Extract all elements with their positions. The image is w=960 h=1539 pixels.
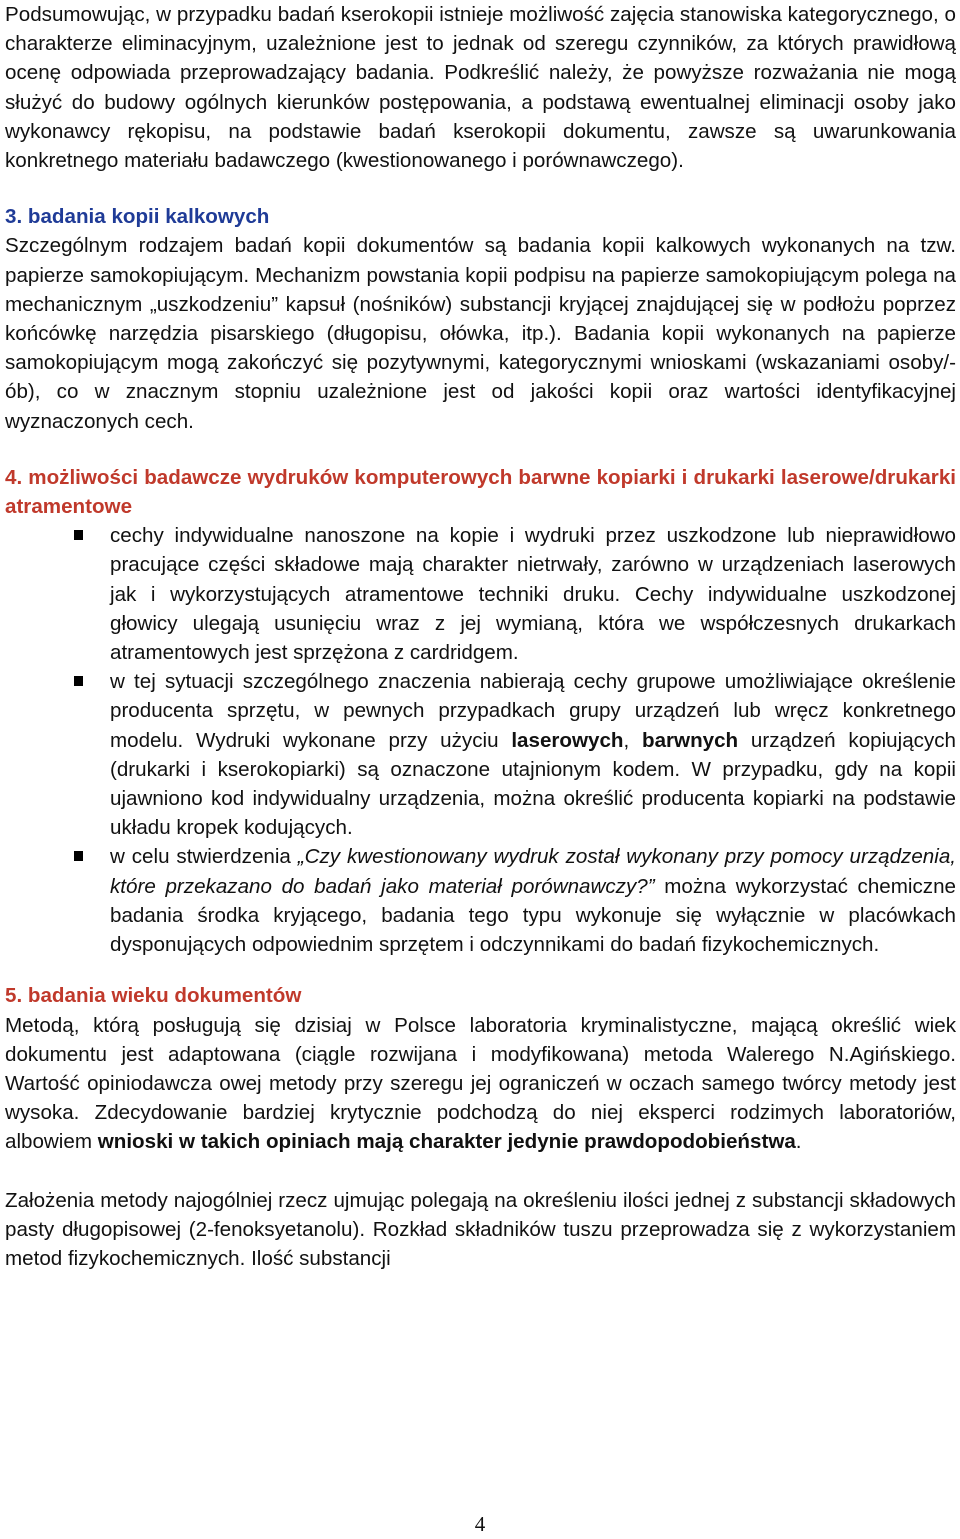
section-5-body — [5, 1011, 956, 1157]
section-5-heading: 5. badania wieku dokumentów — [5, 984, 302, 1008]
spacer — [5, 436, 956, 463]
bullet-2-text-a: w tej sytuacji szczególnego znaczenia nabierają cechy grupowe umożliwiające określenie producenta sprzętu, w pewnych przypadkach grupy urządzeń lub wręcz konkretnego modelu. Wydruki wykonane przy użyciu — [110, 670, 956, 752]
bullet-item-2 — [110, 667, 956, 842]
section-5-bold-conclusion: wnioski w takich opiniach mają charakter jedynie prawdopodobieństwa — [97, 1130, 796, 1154]
bullet-2-text-c: , — [623, 728, 642, 752]
bullet-3-text-a: w celu stwierdzenia — [110, 845, 298, 869]
bullet-3-italic-question: „Czy kwestionowany wydruk został wykonany przy pomocy urządzenia, które przekazano do badań jako materiał porównawczy?” — [110, 845, 956, 898]
bullet-1-text: cechy indywidualne nanoszone na kopie i wydruki przez uszkodzone lub nieprawidłowo pracujące części składowe mają charakter nietrwały, zarówno w urządzeniach laserowych jak i wykorzystujących atramentowe techniki druku. Cechy indywidualne uszkodzonej głowicy ulegają usunięciu wraz z jej wymianą, która we współczesnych drukarkach atramentowych jest sprzężona z cardridgem. — [110, 524, 956, 665]
section-3-body: Szczególnym rodzajem badań kopii dokumentów są badania kopii kalkowych wykonanych na tzw. papierze samokopiującym. Mechanizm powstania kopii podpisu na papierze samokopiującym polega na mechanicznym „uszkodzeniu” kapsuł (nośników) substancji kryjącej znajdującej się w podłożu poprzez końcówkę narzędzia pisarskiego (długopisu, ołówka, itp.). Badania kopii wykonanych na papierze samokopiującym mogą zakończyć się pozytywnymi, kategorycznymi wnioskami (wskazaniami osoby/-ób), co w znacznym stopniu uzależnione jest od jakości kopii oraz wartości identyfikacyjnej wyznaczonych cech. — [5, 234, 956, 433]
bullet-item-3 — [110, 842, 956, 959]
spacer — [5, 959, 956, 981]
section-5-paragraph-2: Założenia metody najogólniej rzecz ujmując polegają na określeniu ilości jednej z substancji składowych pasty długopisowej (2-fenoksyetanolu). Rozkład składników tuszu przeprowadza się z wykorzystaniem metod fizykochemicznych. Ilość substancji — [5, 1188, 956, 1270]
bullet-item-1 — [110, 521, 956, 667]
intro-paragraph: Podsumowując, w przypadku badań kserokopii istnieje możliwość zajęcia stanowiska kategorycznego, o charakterze eliminacyjnym, uzależnione jest to jednak od szeregu czynników, za których prawidłową ocenę odpowiada przeprowadzający badania. Podkreślić należy, że powyższe rozważania nie mogą służyć do budowy ogólnych kierunków postępowania, a podstawą ewentualnej eliminacji osoby jako wykonawcy rękopisu, na podstawie badań kserokopii dokumentu, zawsze są uwarunkowania konkretnego materiału badawczego (kwestionowanego i porównawczego). — [5, 3, 956, 173]
section-4-bullet-list — [5, 521, 956, 959]
section-5-text-c: . — [795, 1130, 802, 1154]
bullet-2-text-d: urządzeń kopiujących (drukarki i kserokopiarki) są oznaczone utajnionym kodem. W przypadku, gdy na kopii ujawniono kod indywidualny urządzenia, można określić producenta kopiarki na podstawie układu kropek kodujących. — [110, 728, 956, 840]
document-page — [5, 0, 956, 1273]
spacer — [5, 175, 956, 202]
section-5-text-a: Metodą, którą posługują się dzisiaj w Polsce laboratoria kryminalistyczne, mającą określić wiek dokumentu jest adaptowana (ciągle rozwijana i modyfikowana) metoda Walerego N.Agińskiego. Wartość opiniodawcza owej metody przy szeregu jej ograniczeń w oczach samego twórcy metody jest wysoka. Zdecydowanie bardziej krytycznie podchodzą do niej eksperci rodzimych laboratoriów, albowiem — [5, 1013, 956, 1154]
section-3-heading: 3. badania kopii kalkowych — [5, 205, 270, 229]
section-4-heading: 4. możliwości badawcze wydruków komputerowych barwne kopiarki i drukarki laserowe/drukarki atramentowe — [5, 465, 956, 519]
bullet-3-text-b: można wykorzystać chemiczne badania środka kryjącego, badania tego typu wykonuje się wyłącznie w placówkach dysponujących odpowiednim sprzętem i odczynnikami do badań fizykochemicznych. — [110, 874, 956, 957]
bullet-2-bold-barwnych: barwnych — [642, 728, 739, 752]
page-number: 4 — [474, 1512, 486, 1536]
spacer — [5, 1157, 956, 1186]
bullet-2-bold-laserowych: laserowych — [511, 728, 624, 752]
